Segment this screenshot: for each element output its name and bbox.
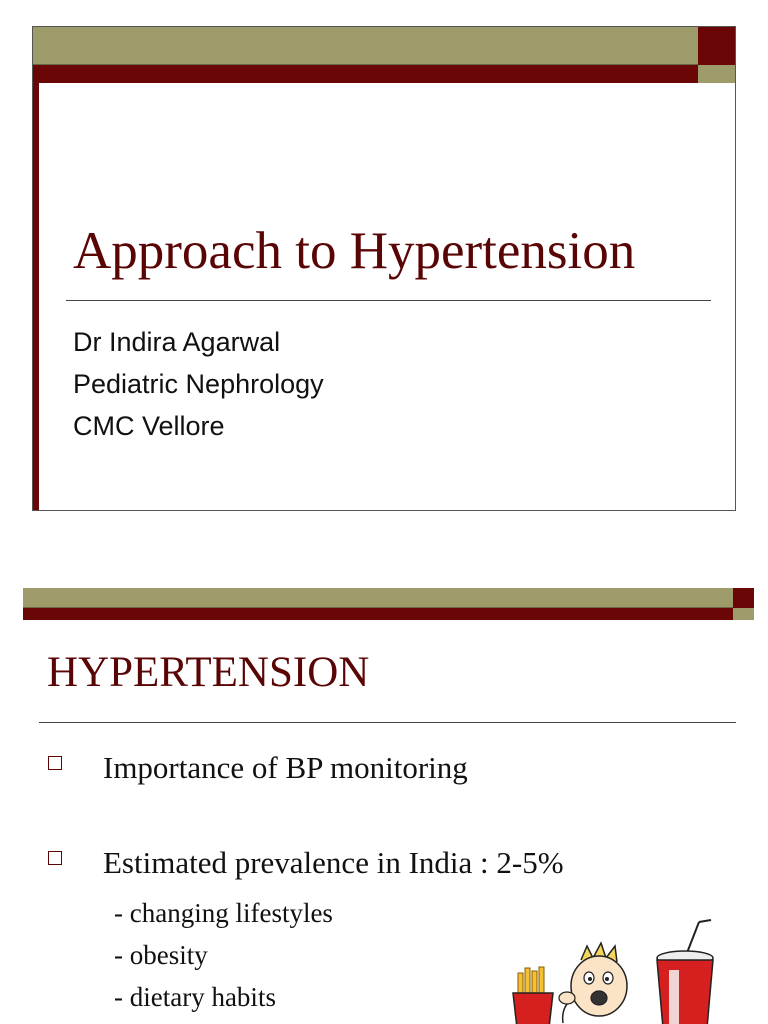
sub-item: - dietary habits bbox=[114, 982, 276, 1012]
content-slide bbox=[23, 588, 754, 1024]
sub-item: - changing lifestyles bbox=[114, 898, 333, 928]
header-band-olive bbox=[33, 27, 698, 65]
slide-subtitle bbox=[73, 321, 324, 447]
title-divider bbox=[39, 722, 736, 723]
left-accent-bar bbox=[33, 83, 39, 511]
square-bullet-icon bbox=[48, 756, 62, 770]
header-band-olive bbox=[23, 588, 733, 608]
square-bullet-icon bbox=[48, 851, 62, 865]
author-name: Dr Indira Agarwal bbox=[73, 327, 281, 357]
sub-item: - obesity bbox=[114, 940, 208, 970]
baby-icon bbox=[559, 943, 627, 1023]
header-corner-maroon bbox=[733, 588, 754, 608]
header-band-maroon bbox=[33, 65, 698, 83]
header-corner-olive bbox=[698, 65, 736, 83]
title-divider bbox=[66, 300, 711, 301]
fries-icon bbox=[513, 967, 553, 1024]
bullet-item: Estimated prevalence in India : 2-5% bbox=[103, 845, 564, 880]
slide-title: Approach to Hypertension bbox=[73, 222, 636, 280]
junk-food-clipart bbox=[463, 918, 733, 1024]
soda-cup-icon bbox=[657, 920, 713, 1024]
department: Pediatric Nephrology bbox=[73, 369, 324, 399]
header-corner-olive bbox=[733, 608, 754, 620]
header-corner-maroon bbox=[698, 27, 736, 65]
slide-title: HYPERTENSION bbox=[47, 649, 370, 696]
bullet-item: Importance of BP monitoring bbox=[103, 750, 468, 785]
header-band-maroon bbox=[23, 608, 733, 620]
institution: CMC Vellore bbox=[73, 411, 225, 441]
title-slide bbox=[32, 26, 736, 511]
